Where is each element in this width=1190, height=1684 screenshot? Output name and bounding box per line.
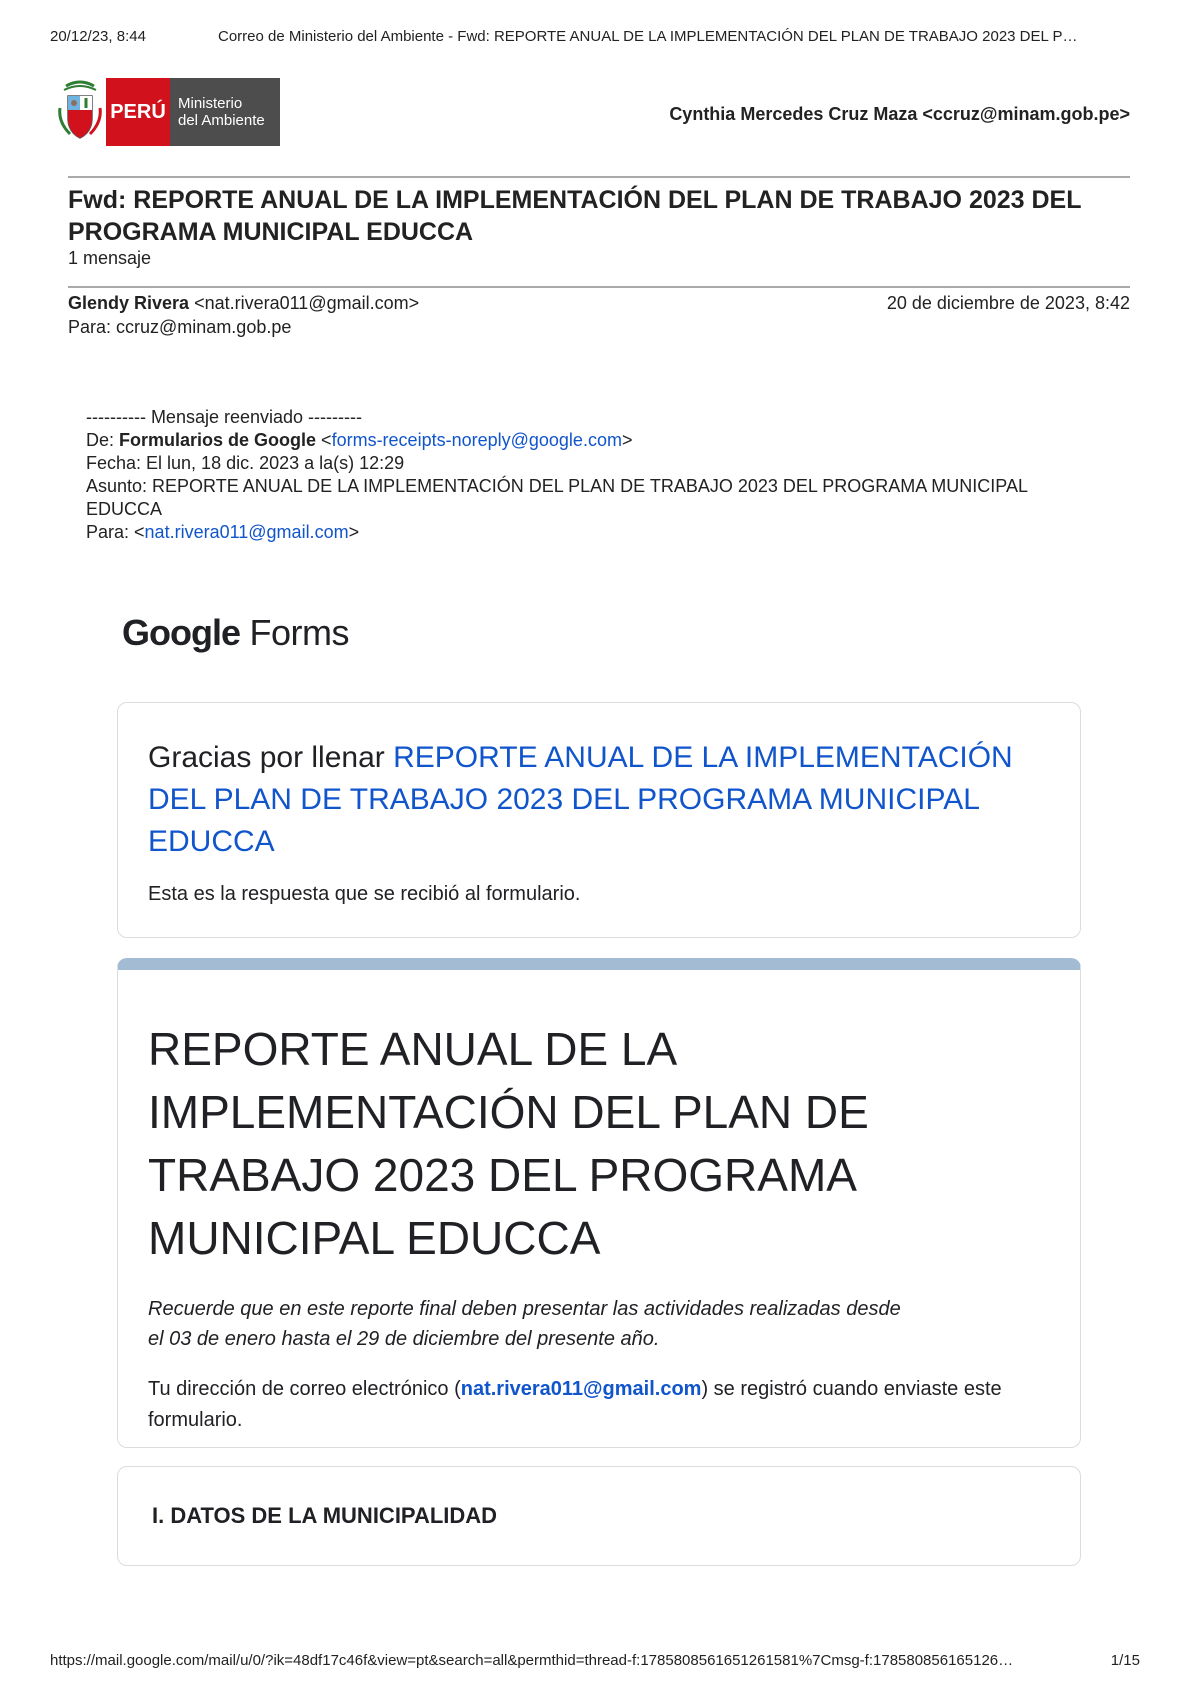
- forms-wordmark: Forms: [249, 612, 350, 653]
- respondent-email-link[interactable]: nat.rivera011@gmail.com: [460, 1378, 702, 1400]
- minam-logo: [56, 78, 280, 146]
- message-recipient: Para: ccruz@minam.gob.pe: [68, 317, 292, 337]
- form-title-link[interactable]: REPORTE ANUAL DE LA IMPLEMENTACIÓN DEL PLAN DE TRABAJO 2023 DEL PROGRAMA MUNICIPAL EDUCCA: [148, 741, 1013, 858]
- ministry-line2: del Ambiente: [178, 112, 265, 129]
- forwarded-header: [86, 406, 1046, 544]
- forward-to-label: Para:: [86, 522, 135, 542]
- message-count: 1 mensaje: [68, 248, 152, 268]
- thanks-card: [117, 702, 1081, 938]
- forward-from: De: Formularios de Google <forms-receipts-noreply@google.com>: [86, 430, 633, 450]
- forward-separator: ---------- Mensaje reenviado ---------: [86, 407, 362, 427]
- forward-from-email-link[interactable]: forms-receipts-noreply@google.com: [331, 430, 622, 450]
- email-note-suffix: ) se registró cuando enviaste este formulario.: [148, 1378, 1002, 1431]
- print-url: https://mail.google.com/mail/u/0/?ik=48df17c46f&view=pt&search=all&permthid=thread-f:1785808561651261581%7Cmsg-f:178580856165126…: [50, 1652, 1014, 1669]
- google-forms-logo: [122, 612, 349, 654]
- divider-top: [68, 176, 1130, 178]
- response-note: Esta es la respuesta que se recibió al formulario.: [148, 883, 581, 905]
- print-header: [50, 28, 1140, 45]
- thanks-text: [148, 737, 1050, 863]
- email-note-prefix: Tu dirección de correo electrónico (: [148, 1378, 461, 1400]
- google-wordmark: Google: [122, 612, 240, 653]
- section-card: [117, 1466, 1081, 1566]
- form-header-card: [117, 958, 1081, 1448]
- email-recorded-note: [148, 1374, 1050, 1436]
- form-title: REPORTE ANUAL DE LA IMPLEMENTACIÓN DEL PLAN DE TRABAJO 2023 DEL PROGRAMA MUNICIPAL EDUCCA: [148, 1023, 869, 1264]
- print-title: Correo de Ministerio del Ambiente - Fwd: REPORTE ANUAL DE LA IMPLEMENTACIÓN DEL PLAN DE TRABAJO 2023 DEL P…: [218, 28, 1078, 45]
- forward-from-label: De:: [86, 430, 120, 450]
- section-title: I. DATOS DE LA MUNICIPALIDAD: [152, 1503, 498, 1528]
- divider-subject: [68, 286, 1130, 288]
- peru-label: PERÚ: [106, 78, 170, 146]
- sender-email: <nat.rivera011@gmail.com>: [194, 293, 420, 313]
- message-sender: [68, 293, 419, 314]
- forward-to: Para: <nat.rivera011@gmail.com>: [86, 522, 360, 542]
- account-name: Cynthia Mercedes Cruz Maza <ccruz@minam.gob.pe>: [669, 104, 1130, 124]
- forward-from-name: Formularios de Google: [119, 430, 317, 450]
- thread-subject: Fwd: REPORTE ANUAL DE LA IMPLEMENTACIÓN DEL PLAN DE TRABAJO 2023 DEL PROGRAMA MUNICIPAL EDUCCA: [68, 186, 1082, 246]
- print-date: 20/12/23, 8:44: [50, 28, 146, 45]
- forward-subject: Asunto: REPORTE ANUAL DE LA IMPLEMENTACIÓN DEL PLAN DE TRABAJO 2023 DEL PROGRAMA MUNICIPAL EDUCCA: [86, 476, 1028, 519]
- ministry-label: [170, 78, 280, 146]
- form-description: Recuerde que en este reporte final deben presentar las actividades realizadas desde el 03 de enero hasta el 29 de diciembre del presente año.: [148, 1298, 901, 1350]
- peru-coat-of-arms-icon: [56, 78, 104, 146]
- page-number: 1/15: [1110, 1652, 1140, 1669]
- sender-name: Glendy Rivera: [68, 293, 190, 313]
- print-footer: [50, 1652, 1140, 1669]
- ministry-line1: Ministerio: [178, 95, 243, 112]
- forward-date: Fecha: El lun, 18 dic. 2023 a la(s) 12:29: [86, 453, 405, 473]
- forward-to-email-link[interactable]: nat.rivera011@gmail.com: [144, 522, 349, 542]
- thanks-prefix: Gracias por llenar: [148, 741, 394, 774]
- message-date: 20 de diciembre de 2023, 8:42: [886, 293, 1130, 313]
